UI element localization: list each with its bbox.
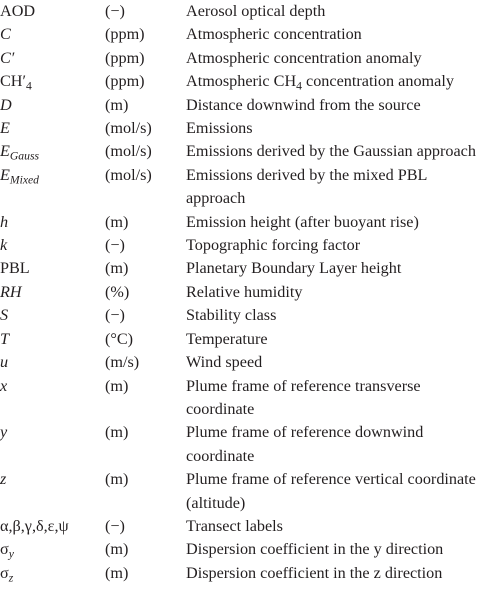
description-cell: Distance downwind from the source <box>186 95 421 114</box>
symbol-text: D <box>0 95 12 114</box>
unit-cell: (m) <box>105 423 129 442</box>
symbol-text: S <box>0 306 9 325</box>
unit-cell: (m) <box>105 470 129 489</box>
description-cell: Dispersion coefficient in the z direction <box>186 563 443 582</box>
unit-cell: (m) <box>105 376 129 395</box>
description-cell: Plume frame of reference downwind coordinate <box>186 423 424 465</box>
glossary-row-sigma-z <box>0 562 486 585</box>
description-cell: Emission height (after buoyant rise) <box>186 212 419 231</box>
glossary-row-d <box>0 94 486 117</box>
symbol-text: σ <box>0 563 9 582</box>
description-subscript: 4 <box>296 79 302 93</box>
symbol-cell <box>0 421 105 444</box>
unit-cell: (°C) <box>105 329 134 348</box>
description-cell: Relative humidity <box>186 282 303 301</box>
glossary-row-t <box>0 328 486 351</box>
description-cell: Wind speed <box>186 353 263 372</box>
glossary-row-ch4-anomaly <box>0 70 486 93</box>
glossary-row-x <box>0 375 486 422</box>
symbol-text: u <box>0 353 9 372</box>
glossary-row-e-mixed <box>0 164 486 211</box>
unit-cell: (ppm) <box>105 48 145 67</box>
symbol-subscript: y <box>8 547 14 561</box>
unit-cell: (m) <box>105 563 129 582</box>
unit-cell: (−) <box>105 306 125 325</box>
description-cell: Dispersion coefficient in the y direction <box>186 540 444 559</box>
symbol-subscript: 4 <box>26 79 32 93</box>
symbol-text: E <box>0 142 10 161</box>
symbol-text: E <box>0 119 10 138</box>
unit-cell: (mol/s) <box>105 119 152 138</box>
symbol-cell <box>0 375 105 398</box>
description-cell: Emissions derived by the Gaussian approach <box>186 142 476 161</box>
description-cell: Emissions <box>186 119 253 138</box>
unit-cell: (m) <box>105 259 129 278</box>
symbol-cell <box>0 538 105 561</box>
glossary-row-e-gauss <box>0 140 486 163</box>
symbol-cell <box>0 515 105 538</box>
glossary-row-rh <box>0 281 486 304</box>
description-cell: Temperature <box>186 329 268 348</box>
symbol-cell <box>0 257 105 280</box>
description-cell: Topographic forcing factor <box>186 236 361 255</box>
symbol-subscript: Gauss <box>9 149 40 163</box>
unit-cell: (%) <box>105 282 130 301</box>
symbol-text: T <box>0 329 10 348</box>
symbol-cell <box>0 562 105 585</box>
symbol-text: CH′ <box>0 72 27 91</box>
description-cell: Plume frame of reference vertical coordinate (altitude) <box>186 470 476 512</box>
symbol-text: C′ <box>0 48 15 67</box>
description-cell: Atmospheric concentration <box>186 25 362 44</box>
symbol-cell <box>0 94 105 117</box>
symbol-cell <box>0 140 105 163</box>
symbol-text: σ <box>0 540 9 559</box>
glossary-row-z <box>0 468 486 515</box>
symbol-text: y <box>0 423 8 442</box>
description-cell <box>186 70 486 93</box>
glossary-row-c <box>0 23 486 46</box>
symbol-text: α,β,γ,δ,ε,ψ <box>0 516 69 535</box>
symbol-text: h <box>0 212 9 231</box>
symbol-cell <box>0 211 105 234</box>
unit-cell: (−) <box>105 2 125 20</box>
symbol-cell <box>0 164 105 187</box>
glossary-row-y <box>0 421 486 468</box>
symbol-cell <box>0 23 105 46</box>
glossary-row-aod <box>0 0 486 23</box>
symbol-text: E <box>0 165 10 184</box>
description-cell: Stability class <box>186 306 277 325</box>
glossary-row-k <box>0 234 486 257</box>
unit-cell: (−) <box>105 236 125 255</box>
unit-cell: (mol/s) <box>105 165 152 184</box>
glossary-row-h <box>0 211 486 234</box>
description-cell: Planetary Boundary Layer height <box>186 259 402 278</box>
symbol-text: x <box>0 376 8 395</box>
symbol-text: C <box>0 25 11 44</box>
symbol-text: z <box>0 470 7 489</box>
glossary-row-u <box>0 351 486 374</box>
symbol-subscript: Mixed <box>9 173 40 187</box>
symbol-text: RH <box>0 282 22 301</box>
unit-cell: (ppm) <box>105 72 145 91</box>
description-text-rest: concentration anomaly <box>301 72 454 91</box>
symbol-cell <box>0 351 105 374</box>
unit-cell: (m) <box>105 212 129 231</box>
symbol-cell <box>0 47 105 70</box>
glossary-row-pbl <box>0 257 486 280</box>
symbol-text: AOD <box>0 2 36 20</box>
symbol-cell <box>0 328 105 351</box>
glossary-row-sigma-y <box>0 538 486 561</box>
description-cell: Emissions derived by the mixed PBL approach <box>186 165 427 208</box>
glossary-row-c-prime <box>0 47 486 70</box>
symbol-text: k <box>0 236 8 255</box>
symbol-cell <box>0 468 105 491</box>
description-cell: Aerosol optical depth <box>186 2 326 20</box>
description-cell: Transect labels <box>186 516 283 535</box>
glossary-row-e <box>0 117 486 140</box>
unit-cell: (−) <box>105 516 125 535</box>
description-cell: Plume frame of reference transverse coordinate <box>186 376 421 418</box>
unit-cell: (m) <box>105 540 129 559</box>
symbol-text: PBL <box>0 259 30 278</box>
glossary-row-s <box>0 304 486 327</box>
symbol-cell <box>0 70 105 93</box>
symbol-cell <box>0 0 105 23</box>
unit-cell: (m) <box>105 95 129 114</box>
symbol-cell <box>0 304 105 327</box>
symbol-cell <box>0 117 105 140</box>
unit-cell: (mol/s) <box>105 142 152 161</box>
glossary-row-transect-labels <box>0 515 486 538</box>
symbol-subscript: z <box>8 571 14 585</box>
description-text: Atmospheric CH <box>186 72 297 91</box>
symbol-cell <box>0 281 105 304</box>
unit-cell: (m/s) <box>105 353 140 372</box>
description-cell: Atmospheric concentration anomaly <box>186 48 422 67</box>
unit-cell: (ppm) <box>105 25 145 44</box>
symbol-cell <box>0 234 105 257</box>
